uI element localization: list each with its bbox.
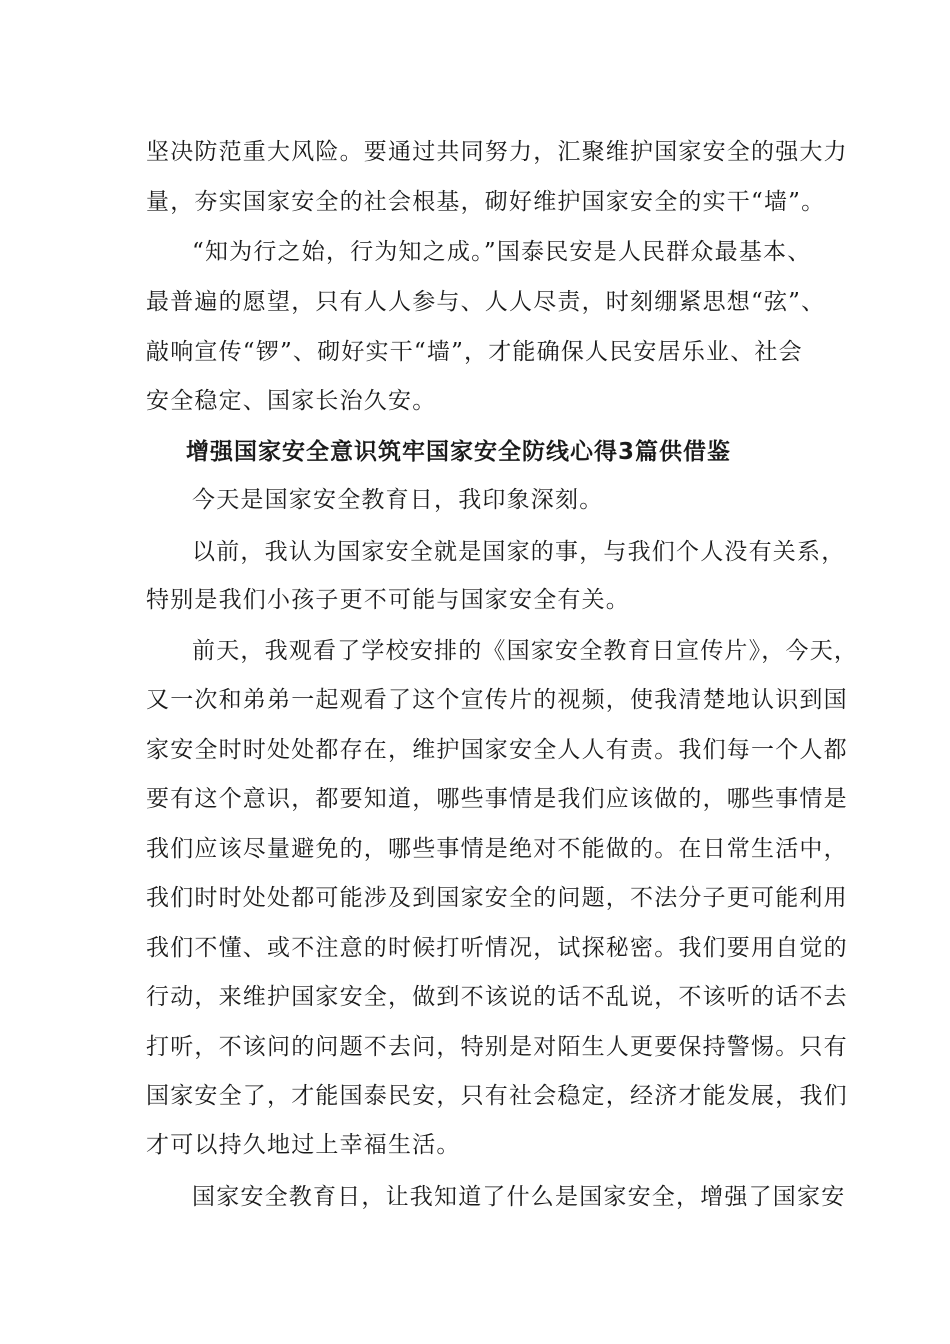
paragraph-3-line-1: 今天是国家安全教育日，我印象深刻。 xyxy=(192,487,604,513)
paragraph-5-line-10: 国家安全了，才能国泰民安，只有社会稳定，经济才能发展，我们 xyxy=(146,1083,848,1109)
paragraph-4-line-1: 以前，我认为国家安全就是国家的事，与我们个人没有关系， xyxy=(192,539,846,565)
paragraph-5-line-5: 我们应该尽量避免的，哪些事情是绝对不能做的。在日常生活中， xyxy=(146,836,848,862)
paragraph-2-line-1: “知为行之始，行为知之成。”国泰民安是人民群众最基本、 xyxy=(192,239,812,265)
paragraph-5-line-1: 前天，我观看了学校安排的《国家安全教育日宣传片》，今天， xyxy=(192,638,859,664)
paragraph-1-line-1: 坚决防范重大风险。要通过共同努力，汇聚维护国家安全的强大力 xyxy=(146,139,848,165)
paragraph-5-line-9: 打听，不该问的问题不去问，特别是对陌生人更要保持警惕。只有 xyxy=(146,1034,848,1060)
paragraph-6-line-1: 国家安全教育日，让我知道了什么是国家安全，增强了国家安 xyxy=(192,1184,846,1210)
paragraph-5-line-7: 我们不懂、或不注意的时候打听情况，试探秘密。我们要用自觉的 xyxy=(146,935,848,961)
paragraph-2-line-2: 最普遍的愿望，只有人人参与、人人尽责，时刻绷紧思想“弦”、 xyxy=(146,289,826,315)
paragraph-5-line-8: 行动，来维护国家安全，做到不该说的话不乱说，不该听的话不去 xyxy=(146,984,848,1010)
paragraph-4-line-2: 特别是我们小孩子更不可能与国家安全有关。 xyxy=(146,587,630,613)
paragraph-2-line-4: 安全稳定、国家长治久安。 xyxy=(146,388,437,414)
paragraph-5-line-11: 才可以持久地过上幸福生活。 xyxy=(146,1132,461,1158)
paragraph-5-line-4: 要有这个意识，都要知道，哪些事情是我们应该做的，哪些事情是 xyxy=(146,786,848,812)
paragraph-2-line-3: 敲响宣传“锣”、砌好实干“墙”，才能确保人民安居乐业、社会 xyxy=(146,339,803,365)
paragraph-5-line-6: 我们时时处处都可能涉及到国家安全的问题，不法分子更可能利用 xyxy=(146,885,848,911)
paragraph-1-line-2: 量，夯实国家安全的社会根基，砌好维护国家安全的实干“墙”。 xyxy=(146,189,826,215)
paragraph-5-line-2: 又一次和弟弟一起观看了这个宣传片的视频，使我清楚地认识到国 xyxy=(146,687,848,713)
paragraph-5-line-3: 家安全时时处处都存在，维护国家安全人人有责。我们每一个人都 xyxy=(146,737,848,763)
section-heading: 增强国家安全意识筑牢国家安全防线心得3篇供借鉴 xyxy=(186,439,732,465)
